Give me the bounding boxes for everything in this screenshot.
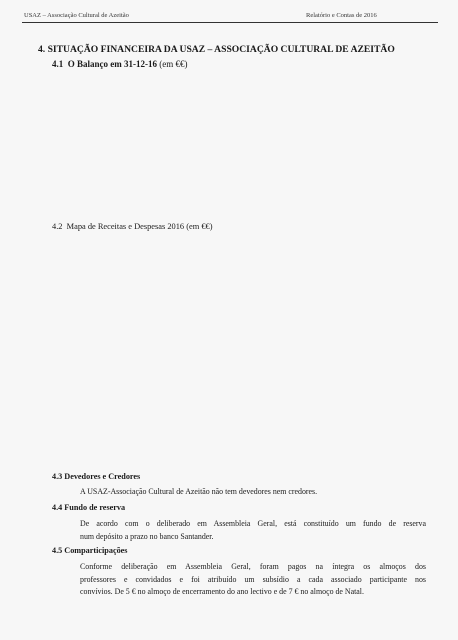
section-title: 4. SITUAÇÃO FINANCEIRA DA USAZ – ASSOCIAÇÃO CULTURAL DE AZEITÃO (38, 44, 395, 55)
subsection-4-5-title: 4.5 Comparticipações (52, 546, 128, 555)
subsection-4-4-line: De acordo com o deliberado em Assembleia Geral, está constituído um fundo de reserva (80, 519, 426, 528)
subsection-4-4-line: num depósito a prazo no banco Santander. (80, 531, 214, 541)
subsection-4-2-heading (52, 222, 212, 231)
subsection-4-5-line: professores e convidados e foi atribuído um subsídio a cada associado participante nos (80, 574, 426, 584)
subsection-4-2-number: 4.2 (52, 222, 63, 231)
subsection-4-1-number: 4.1 (52, 59, 64, 69)
subsection-4-1-heading (52, 59, 188, 69)
header-left: USAZ – Associação Cultural de Azeitão (24, 12, 129, 19)
subsection-4-3-title: 4.3 Devedores e Credores (52, 472, 141, 481)
subsection-4-1-unit: (em €€) (159, 59, 188, 69)
subsection-4-3-paragraph (80, 486, 426, 499)
subsection-4-3-line: A USAZ-Associação Cultural de Azeitão não tem devedores nem credores. (80, 487, 318, 496)
subsection-4-5-line: Conforme deliberação em Assembleia Geral, foram pagos na íntegra os almoços dos (80, 562, 426, 571)
header-divider (22, 22, 438, 23)
subsection-4-2-unit: (em €€) (186, 222, 213, 231)
subsection-4-4-paragraph (80, 518, 426, 543)
subsection-4-5-line: convívios. De 5 € no almoço de encerramento do ano lectivo e de 7 € no almoço de Natal. (80, 587, 364, 596)
subsection-4-1-title: O Balanço em 31-12-16 (67, 59, 157, 69)
header-right: Relatório e Contas de 2016 (306, 12, 377, 19)
subsection-4-2-title: Mapa de Receitas e Despesas 2016 (66, 222, 185, 231)
subsection-4-4-title: 4.4 Fundo de reserva (52, 503, 126, 512)
subsection-4-5-paragraph (80, 561, 426, 599)
